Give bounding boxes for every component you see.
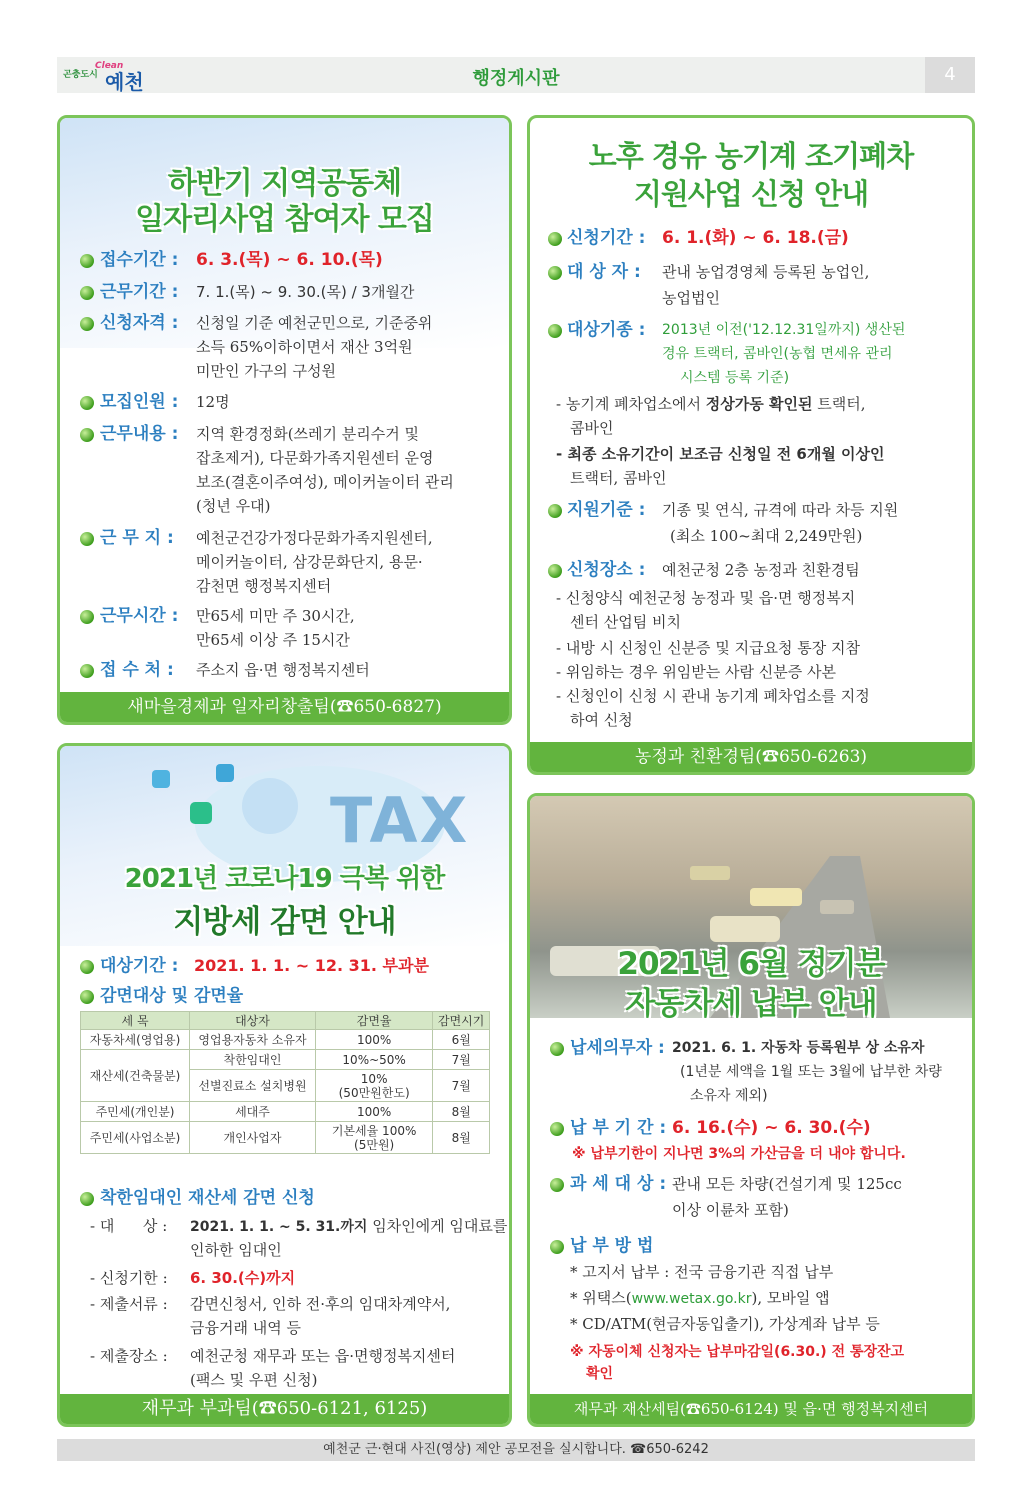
item-value: 관내 모든 차량(건설기계 및 125cc [672, 1175, 902, 1193]
item-value: 6. 3.(목) ~ 6. 10.(목) [196, 250, 383, 270]
contact-footer: 재무과 재산세팀(☎650-6124) 및 읍·면 행정복지센터 [530, 1394, 972, 1424]
item-label: 신청자격 : [100, 313, 179, 333]
table-row: 주민세(사업소분) 개인사업자 기본세율 100% (5만원) 8월 [81, 1122, 490, 1154]
bullet-icon [550, 1240, 564, 1254]
item-label: 납세의무자 : [570, 1038, 665, 1058]
item-value: 미만인 가구의 구성원 [196, 362, 336, 380]
item-value: (최소 100~최대 2,249만원) [670, 527, 863, 545]
bullet-icon [80, 532, 94, 546]
detail-line: 하여 신청 [570, 711, 633, 729]
item-label: 근무시간 : [100, 606, 179, 626]
item-value: 예천군청 재무과 또는 읍·면행정복지센터 [190, 1347, 456, 1365]
item-label: 지원기준 : [567, 500, 646, 520]
logo-tagline: 곤충도시 [63, 70, 98, 80]
detail-line: 트랙터, 콤바인 [570, 469, 667, 487]
bullet-icon [80, 664, 94, 678]
item-value: (청년 우대) [196, 497, 271, 515]
item-label: 착한임대인 재산세 감면 신청 [100, 1188, 315, 1208]
notice-title-line2: 일자리사업 참여자 모집 [135, 202, 434, 237]
reduction-table [80, 1011, 490, 1154]
item-value: 6. 1.(화) ~ 6. 18.(금) [662, 228, 849, 248]
item-value: 2021. 6. 1. 자동차 등록원부 상 소유자 [672, 1040, 925, 1056]
local-tax-notice [57, 743, 512, 1427]
item-value: 경유 트랙터, 콤바인(농협 면세유 관리 [662, 346, 893, 362]
table-row: 선별진료소 설치병원 10% (50만원한도) 7월 [81, 1070, 490, 1102]
bullet-icon [80, 254, 94, 268]
item-label: 감면대상 및 감면율 [100, 986, 244, 1006]
item-label: - 대 상 : [90, 1217, 168, 1235]
detail-line: - 신청양식 예천군청 농정과 및 읍·면 행정복지 [556, 589, 856, 607]
item-value: 신청일 기준 예천군민으로, 기준중위 [196, 314, 433, 332]
section-title: 행정게시판 [472, 68, 560, 89]
item-label: 신청장소 : [567, 560, 646, 580]
farm-machine-notice [527, 115, 975, 775]
item-label: 대상기종 : [567, 320, 646, 340]
notice-title-line1: 2021년 6월 정기분 [617, 946, 885, 982]
bullet-icon [550, 1042, 564, 1056]
table-row: 자동차세(영업용) 영업용자동차 소유자 100% 6월 [81, 1030, 490, 1050]
notice-title-line1: 2021년 코로나19 극복 위한 [124, 864, 445, 894]
item-label: - 제출장소 : [90, 1347, 168, 1365]
table-row: 재산세(건축물분) 착한임대인 10%~50% 7월 [81, 1050, 490, 1070]
item-label: 납 부 기 간 : [570, 1118, 667, 1138]
item-value: 2021. 1. 1. ~ 5. 31.까지 임차인에게 임대료를 [190, 1217, 508, 1235]
bullet-icon [548, 564, 562, 578]
item-value: 주소지 읍·면 행정복지센터 [196, 661, 370, 679]
item-value: 소유자 제외) [690, 1088, 768, 1104]
item-value: 만65세 미만 주 30시간, [196, 607, 355, 625]
bullet-icon [548, 324, 562, 338]
detail-line: 콤바인 [570, 419, 614, 437]
item-label: 대 상 자 : [567, 262, 641, 282]
item-value: 관내 농업경영체 등록된 농업인, [662, 263, 870, 281]
detail-line: 센터 산업팀 비치 [570, 613, 681, 631]
item-value: 만65세 이상 주 15시간 [196, 631, 350, 649]
item-label: 납 부 방 법 [570, 1236, 654, 1256]
item-value: (1년분 세액을 1월 또는 3월에 납부한 차량 [680, 1064, 942, 1080]
item-value: (팩스 및 우편 신청) [190, 1371, 318, 1389]
tax-word: TAX [330, 784, 470, 857]
item-value: 예천군건강가정다문화가족지원센터, [196, 529, 433, 547]
item-value: 6. 16.(수) ~ 6. 30.(수) [672, 1118, 871, 1138]
bullet-icon [550, 1178, 564, 1192]
detail-line: - 농기계 폐차업소에서 정상가동 확인된 트랙터, [556, 395, 866, 413]
bullet-icon [550, 1122, 564, 1136]
item-value: 이상 이륜차 포함) [672, 1201, 789, 1219]
table-header: 세 목 대상자 감면율 감면시기 [81, 1012, 490, 1030]
car-tax-notice: 2021년 6월 정기분 자동차세 납부 안내 납세의무자 : 2021. 6. 1. 자동차 등록원부 상 소유자 (1년분 세액을 1월 또는 3월에 납부한 차량 소유자 제외) 납 부 기 간 : 6. 16.(수) ~ 6. 30.(수) ※ 납부기한이 지나면 3%의 가산금을 더 내야 합니다. 과 세 대 상 : 관내 모든 차량(건설기계 및 125cc 이상 이륜차 포함) 납 부 방 법 * 고지서 납부 : 전국 금융기관 직접 납부 * 위택스(www.wetax.go.kr), 모바일 앱 * CD/ATM(현금자동입출기), 가상계좌 납부 등 ※ 자동이체 신청자는 납부마감일(6.30.) 전 통장잔고 확인 재무과 재산세팀(☎650-6124) 및 읍·면 행정복지센터 [527, 793, 975, 1427]
item-value: 감면신청서, 인하 전·후의 임대차계약서, [190, 1295, 451, 1313]
bullet-icon [80, 990, 94, 1004]
item-label: 근 무 지 : [100, 528, 174, 548]
item-value: 2013년 이전('12.12.31일까지) 생산된 [662, 322, 906, 338]
contact-footer: 농정과 친환경팀(☎650-6263) [530, 742, 972, 772]
item-value: 2021. 1. 1. ~ 12. 31. 부과분 [194, 956, 429, 975]
item-value: 기종 및 연식, 규격에 따라 차등 지원 [662, 501, 899, 519]
page-header [57, 57, 975, 93]
bullet-icon [80, 610, 94, 624]
bullet-icon [80, 960, 94, 974]
bottom-banner: 예천군 근·현대 사진(영상) 제안 공모전을 실시합니다. ☎650-6242 [57, 1439, 975, 1461]
item-value: 시스템 등록 기준) [680, 370, 790, 386]
detail-line: * 고지서 납부 : 전국 금융기관 직접 납부 [570, 1263, 834, 1281]
detail-line: - 위임하는 경우 위임받는 사람 신분증 사본 [556, 663, 837, 681]
item-value: 메이커놀이터, 삼강문화단지, 용문· [196, 553, 423, 571]
detail-line: - 내방 시 신청인 신분증 및 지급요청 통장 지참 [556, 639, 861, 657]
logo-clean: Clean [95, 61, 124, 71]
item-value: 금융거래 내역 등 [190, 1319, 301, 1337]
logo-name: 예천 [105, 70, 144, 94]
notice-title-line1: 하반기 지역공동체 [167, 166, 402, 201]
table-row: 주민세(개인분) 세대주 100% 8월 [81, 1102, 490, 1122]
item-value: 잡초제거), 다문화가족지원센터 운영 [196, 449, 434, 467]
item-label: - 제출서류 : [90, 1295, 168, 1313]
contact-footer: 재무과 부과팀(☎650-6121, 6125) [60, 1394, 509, 1424]
item-value: 7. 1.(목) ~ 9. 30.(목) / 3개월간 [196, 283, 415, 301]
bullet-icon [80, 317, 94, 331]
detail-line: - 신청인이 신청 시 관내 농기계 폐차업소를 지정 [556, 687, 870, 705]
bullet-icon [548, 504, 562, 518]
item-label: 모집인원 : [100, 392, 179, 412]
item-value: 인하한 임대인 [190, 1241, 282, 1259]
item-label: 근무내용 : [100, 424, 179, 444]
item-label: 근무기간 : [100, 282, 179, 302]
detail-line: - 최종 소유기간이 보조금 신청일 전 6개월 이상인 [556, 445, 885, 463]
bullet-icon [548, 232, 562, 246]
item-value: 소득 65%이하이면서 재산 3억원 [196, 338, 413, 356]
detail-line: * CD/ATM(현금자동입출기), 가상계좌 납부 등 [570, 1315, 880, 1333]
page-number: 4 [925, 57, 975, 93]
item-value: 농업법인 [662, 289, 720, 307]
bullet-icon [80, 428, 94, 442]
bullet-icon [80, 396, 94, 410]
notice-title-line2: 지원사업 신청 안내 [633, 177, 869, 211]
bullet-icon [80, 1192, 94, 1206]
item-label: - 신청기한 : [90, 1269, 168, 1287]
item-label: 접 수 처 : [100, 660, 174, 680]
item-value: 12명 [196, 393, 230, 411]
item-label: 과 세 대 상 : [570, 1174, 667, 1194]
notice-title-line2: 자동차세 납부 안내 [625, 986, 877, 1022]
item-label: 신청기간 : [567, 228, 646, 248]
item-value: 감천면 행정복지센터 [196, 577, 332, 595]
notice-title-line1: 노후 경유 농기계 조기폐차 [588, 139, 914, 173]
contact-footer: 새마을경제과 일자리창출팀(☎650-6827) [60, 692, 509, 722]
notice-title-line2: 지방세 감면 안내 [173, 904, 396, 940]
item-value: 지역 환경정화(쓰레기 분리수거 및 [196, 425, 420, 443]
bullet-icon [80, 286, 94, 300]
item-value: 6. 30.(수)까지 [190, 1269, 296, 1287]
item-label: 접수기간 : [100, 250, 179, 270]
job-recruit-notice [57, 115, 512, 725]
detail-line: * 위택스(www.wetax.go.kr), 모바일 앱 [570, 1289, 830, 1307]
bullet-icon [548, 266, 562, 280]
item-value: 예천군청 2층 농정과 친환경팀 [662, 561, 860, 579]
item-value: 보조(결혼이주여성), 메이커놀이터 관리 [196, 473, 454, 491]
item-label: 대상기간 : [100, 956, 179, 976]
